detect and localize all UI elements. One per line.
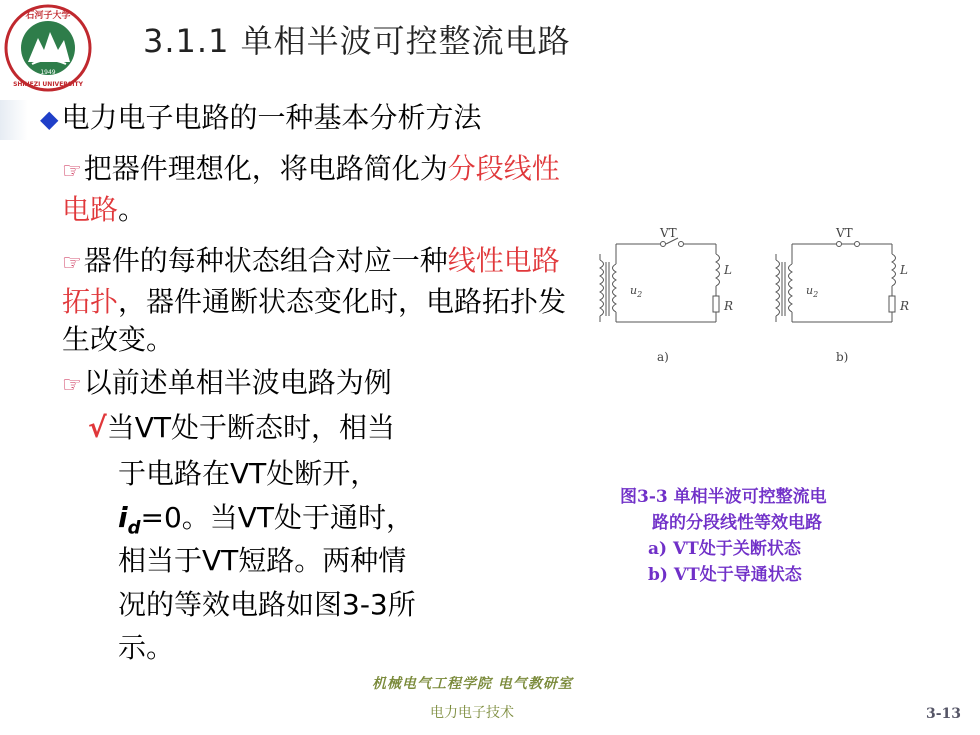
circuit-b-inductor-label: L: [900, 263, 908, 277]
logo-year: 1949: [40, 69, 56, 76]
circuit-b-source-symbol: u: [806, 284, 814, 297]
current-subscript: d: [127, 517, 141, 539]
p4-line5: 况的等效电路如图3-3所: [118, 587, 416, 621]
p4-line2: 于电路在VT处断开，: [118, 457, 379, 490]
p1-highlight: 分段线性电路: [62, 152, 560, 226]
page-number: 3-13: [926, 706, 962, 722]
bullet-main: [40, 96, 481, 136]
p1-text-b: 。: [118, 193, 147, 226]
circuit-a-sublabel: a): [657, 350, 669, 364]
check-mark-icon: √: [88, 411, 107, 444]
p2-text-a: 器件的每种状态组合对应一种: [83, 244, 448, 277]
circuit-a-source-sub: 2: [637, 290, 643, 299]
circuit-a-inductor-label: L: [724, 263, 732, 277]
equivalent-circuit-figure: [590, 222, 930, 372]
circuit-b-switch-label: VT: [836, 226, 853, 240]
diamond-bullet-icon: ◆: [40, 105, 59, 133]
current-symbol: i: [118, 500, 128, 534]
logo-top-text: 石河子大学: [25, 11, 71, 21]
figure-caption: [600, 484, 900, 588]
caption-line4: b) VT处于导通状态: [648, 565, 802, 585]
circuit-a-source-label: [630, 284, 642, 299]
paragraph-explanation: [118, 452, 478, 670]
logo-bottom-text: SHIHEZI UNIVERSITY: [13, 81, 83, 88]
caption-line2: 路的分段线性等效电路: [652, 513, 822, 533]
circuit-b-sublabel: b): [836, 350, 849, 364]
circuit-a-switch-label: VT: [660, 226, 677, 240]
pointing-hand-icon: ☞: [62, 373, 82, 398]
paragraph-explanation-first-line: [88, 409, 468, 447]
circuit-b-resistor-label: R: [900, 299, 910, 313]
circuit-b-source-label: [806, 284, 818, 299]
circuit-a: [600, 238, 720, 322]
p4-line3: [118, 496, 478, 540]
footer-course: 电力电子技术: [430, 705, 514, 721]
paragraph-topology: [62, 242, 574, 359]
p1-text-a: 把器件理想化，将电路简化为: [83, 152, 448, 185]
circuit-a-resistor-label: R: [724, 299, 734, 313]
paragraph-example: [62, 364, 542, 405]
paragraph-idealize: [62, 150, 562, 229]
bullet-main-text: 电力电子电路的一种基本分析方法: [61, 101, 482, 134]
p4-line4: 相当于VT短路。两种情: [118, 544, 407, 577]
p4-line1: 当VT处于断态时，相当: [106, 411, 395, 444]
edge-decoration: [0, 100, 28, 140]
footer-department: 机械电气工程学院 电气教研室: [372, 676, 573, 692]
pointing-hand-icon: ☞: [62, 159, 82, 184]
p3-text: 以前述单相半波电路为例: [83, 366, 392, 399]
slide-title: 3.1.1 单相半波可控整流电路: [143, 22, 571, 60]
pointing-hand-icon: ☞: [62, 251, 82, 276]
caption-line1: 图3-3 单相半波可控整流电: [620, 487, 827, 507]
p4-line6: 示。: [118, 631, 175, 664]
p4-line3-rest: =0。当VT处于通时，: [140, 500, 415, 534]
university-logo: [4, 4, 92, 92]
circuit-b: [776, 242, 896, 323]
p2-text-b: ，器件通断状态变化时，电路拓扑发生改变。: [62, 285, 567, 356]
p2-highlight: 线性电路拓扑: [62, 244, 560, 318]
caption-line3: a) VT处于关断状态: [648, 539, 801, 559]
circuit-b-source-sub: 2: [813, 290, 819, 299]
circuit-a-source-symbol: u: [630, 284, 638, 297]
